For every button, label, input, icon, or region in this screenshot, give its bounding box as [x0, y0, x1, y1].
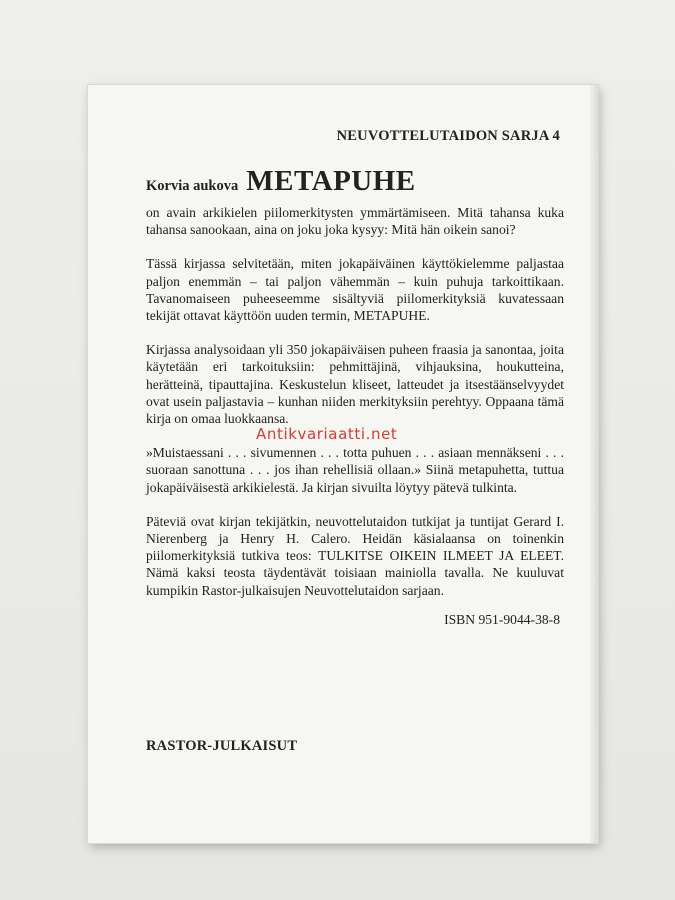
blurb: [146, 204, 564, 616]
blurb-paragraph: Päteviä ovat kirjan tekijätkin, neuvottelutaidon tutkijat ja tuntijat Gerard I. Nierenberg ja Henry H. Calero. Heidän käsialaansa on toinenkin piilomerkityksiä tutkiva teos: TULKITSE OIKEIN ILMEET JA ELEET. Nämä kaksi teosta täydentävät toisiaan mainiolla tavalla. Ne kuuluvat kumpikin Rastor-julkaisujen Neuvottelutaidon sarjaan.: [146, 513, 564, 598]
book-edge: [590, 85, 598, 843]
headline-lead: Korvia aukova: [146, 178, 239, 194]
headline: [146, 165, 416, 198]
series-title: NEUVOTTELUTAIDON SARJA 4: [336, 128, 560, 144]
blurb-paragraph: Tässä kirjassa selvitetään, miten jokapäiväinen käyttökielemme paljastaa paljon enemmän – tai paljon vähemmän – kuin puhuja tarkoittikaan. Tavanomaiseen puheeseemme sisältyviä piilomerkityksiä kuvatessaan tekijät ottavat käyttöön uuden termin, METAPUHE.: [146, 256, 564, 324]
blurb-paragraph: on avain arkikielen piilomerkitysten ymmärtämiseen. Mitä tahansa kuka tahansa sanookaan, aina on joku joka kysyy: Mitä hän oikein sanoi?: [146, 205, 564, 238]
blurb-paragraph: Kirjassa analysoidaan yli 350 jokapäiväisen puheen fraasia ja sanontaa, joita käytetään eri tarkoituksiin: pehmittäjinä, vihjauksina, houkutteina, herätteinä, tipauttajina. Keskustelun kliseet, latteudet ja itsestäänselvyydet ovat usein paljastavia – kunhan niiden merkityksiin perehtyy. Oppaana tämä kirja on omaa luokkaansa.: [146, 342, 564, 427]
isbn: ISBN 951-9044-38-8: [444, 612, 560, 627]
blurb-paragraph: »Muistaessani . . . sivumennen . . . totta puhuen . . . asiaan mennäkseni . . . suoraan sanottuna . . . jos ihan rehellisiä ollaan.» Siinä metapuhetta, tuttua jokapäiväisestä arkikielestä. Ja kirjan sivuilta löytyy pätevä tulkinta.: [146, 445, 564, 495]
watermark-text: Antikvariaatti.net: [256, 425, 398, 443]
headline-title: METAPUHE: [246, 165, 416, 197]
book-back-cover: [88, 85, 598, 843]
publisher-name: RASTOR-JULKAISUT: [146, 738, 298, 754]
